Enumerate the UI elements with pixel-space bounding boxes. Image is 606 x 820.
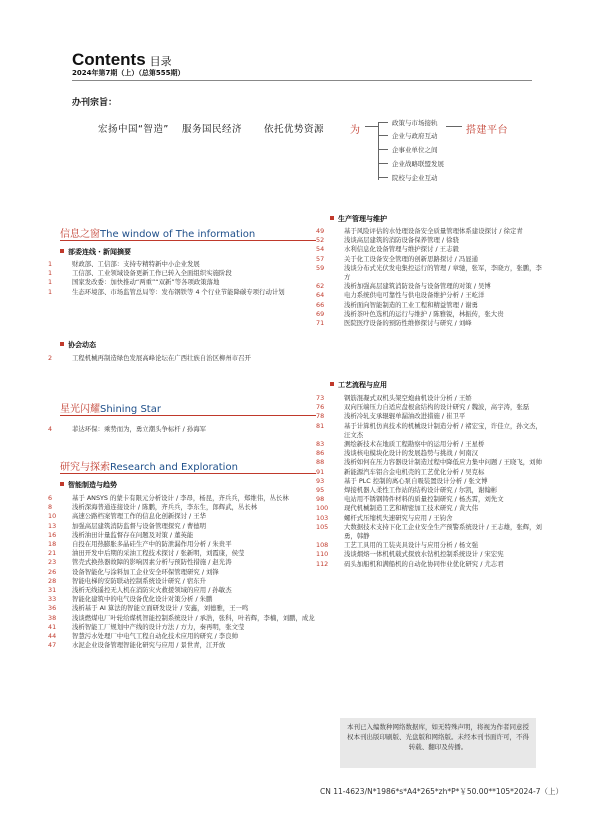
section-underline	[60, 415, 316, 416]
list-item[interactable]: 4 菲达环保：乘势而为，勇立潮头争标杆 / 孙海军	[48, 425, 207, 433]
research-list	[48, 494, 316, 650]
subhead-process-flow: 工艺流程与应用	[330, 380, 387, 390]
purpose-label: 办刊宗旨：	[72, 98, 118, 108]
list-item[interactable]: 13 加强高层建筑消防监督与设备管理探究 / 曹德明	[48, 521, 207, 530]
list-item[interactable]: 1 生态环境部、市场监管总局等：发布钢铁等 4 个行业节能降碳专项行动计划	[48, 287, 285, 296]
list-item[interactable]: 8 浅析深海普通连接设计 / 陈鹏，齐兵兵，李东生，郎辉武，丛长林	[48, 503, 258, 512]
branch-line-4	[378, 163, 388, 164]
list-item[interactable]: 62 浅析加强高层建筑消防设备与设备管理的对策 / 吴博	[316, 282, 491, 291]
list-item[interactable]: 38 浅谈燃煤电厂叶轮给煤机智能控制系统设计 / 承浩，张科，叶若辉，李楠，刘鹏，成龙	[48, 613, 315, 622]
subhead-production-management: 生产管理与维护	[330, 214, 387, 224]
contents-title	[72, 50, 172, 70]
list-item[interactable]: 103 螺杆式压缩机失速研究与应用 / 王钧舍	[316, 513, 453, 522]
branch-line-5	[378, 177, 388, 178]
ministry-list	[48, 260, 316, 297]
branch-line-1	[378, 122, 388, 123]
list-item[interactable]: 83 测绘新技术在地质工程勘察中的运用分析 / 王星桥	[316, 440, 485, 449]
contents-title-en: Contents	[72, 50, 146, 69]
list-item[interactable]: 6 基于 ANSYS 的蒙卡有限元分析设计 / 李昂，杨昆，齐兵兵，郑维伟，丛长林	[48, 494, 289, 502]
branch-line-3	[378, 149, 388, 150]
branch-item: 政策与市场接轨	[392, 119, 438, 127]
list-item[interactable]: 69 浅析茶叶色选机的运行与维护 / 陈雅锐，林振传，张大贵	[316, 309, 504, 318]
list-item[interactable]: 54 水利信息化设备管理与维护探讨 / 王志毅	[316, 245, 459, 254]
list-item[interactable]: 49 基于风险评估的水处理设备安全质量管理体系建设探讨 / 徐定青	[316, 227, 523, 235]
list-item[interactable]: 28 智能电梯的安防联动控制系统设计研究 / 宿东升	[48, 576, 207, 585]
section-underline	[60, 473, 316, 474]
list-item[interactable]: 105 大数据技术支持下化工企业安全生产预警系统设计 / 王志雄，张辉，刘勇，韩静	[316, 522, 542, 541]
list-item[interactable]: 41 浅析智能工厂规划中产线的设计方法 / 方力，秦再明，张文莹	[48, 622, 245, 631]
branch-item: 企事业单位之间	[392, 146, 438, 154]
list-item[interactable]: 1 财政部、工信部：支持专精特新中小企业发展	[48, 260, 200, 268]
copyright-notice: 本刊已入编数种网络数据库，如无特殊声明，将视为作者同意授权本刊出版印刷版、光盘版和网络版。未经本刊书面许可，不得转载、翻印及传播。	[340, 718, 536, 768]
list-item[interactable]: 21 油田开发中后期的采油工程技术探讨 / 张新明，刘霞康，侯莹	[48, 549, 245, 558]
section-title-window: 信息之窗The window of The information	[60, 229, 256, 240]
motto-word: 为	[350, 125, 361, 136]
process-list	[316, 394, 544, 569]
list-item[interactable]: 2 工程机械再制造绿色发展高峰论坛在广西壮族自治区柳州市召开	[48, 354, 251, 362]
star-list	[48, 425, 316, 434]
list-item[interactable]: 93 基于 PLC 控制的离心泵自吸装置设计分析 / 张文博	[316, 476, 488, 485]
motto-part-3: 依托优势资源	[264, 124, 325, 135]
list-item[interactable]: 1 国家发改委：加快推动“两重”“双新”等各项政策落地	[48, 278, 220, 287]
list-item[interactable]: 110 浅谈烟熔一体机机载式探放水钻机控制系统设计 / 宋宏宪	[316, 550, 504, 559]
list-item[interactable]: 91 新能源汽车铝合金电机壳的工艺优化分析 / 吴克标	[316, 467, 485, 476]
list-item[interactable]: 78 浅析冷轧支承辊辊单漏油改进措施 / 崔卫平	[316, 412, 466, 421]
branch-item: 企业战略联盟发展	[392, 160, 444, 168]
list-item[interactable]: 81 基于计算机仿真技术的机械设计制造分析 / 褚宏宝，许佳立，孙文杰，汪文杰	[316, 421, 542, 439]
branch-connector-right	[446, 126, 462, 127]
section-title-research: 研究与探索Research and Exploration	[60, 462, 238, 473]
list-item[interactable]: 98 电站用不锈钢铸件材料的质量控制研究 / 杨杰霄，刘先文	[316, 495, 504, 504]
list-item[interactable]: 33 智能化建筑中的电气设备优化设计对策分析 / 朱鹏	[48, 595, 213, 604]
branch-line-2	[378, 135, 388, 136]
list-item[interactable]: 10 高速公路档案管理工作的信息化创新探讨 / 王华	[48, 512, 207, 521]
section-title-star: 星光闪耀Shining Star	[60, 404, 161, 415]
subhead-smart-manufacturing: 智能制造与趋势	[60, 480, 117, 490]
production-list	[316, 227, 544, 328]
list-item[interactable]: 57 关于化工设备安全管理的创新思路探讨 / 冯显通	[316, 254, 479, 263]
list-item[interactable]: 26 设备智能化与涂料加工企业安全环保管理研究 / 刘锋	[48, 567, 219, 576]
association-list	[48, 354, 316, 363]
list-item[interactable]: 52 浅谈高层建筑的消防设备保养管理 / 徐骁	[316, 236, 459, 245]
subhead-ministry: 部委连线・新闻摘要	[60, 247, 131, 257]
list-item[interactable]: 64 电力系统供电可靠性与供电设备维护分析 / 王屹洋	[316, 291, 485, 300]
subhead-association: 协会动态	[60, 340, 96, 350]
list-item[interactable]: 31 浅析无线遥控无人机在消防灾火救援领域的应用 / 孙敏杰	[48, 586, 232, 595]
list-item[interactable]: 108 工艺工具用的工装夹具设计与应用分析 / 杨文强	[316, 541, 479, 550]
list-item[interactable]: 36 浅析基于 AI 算法的智能立面研发设计 / 安鑫，刘德雅，王一鸣	[48, 604, 249, 613]
motto-part-1: 宏扬中国“智造”	[98, 124, 169, 135]
motto-part-2: 服务国民经济	[182, 124, 243, 135]
list-item[interactable]: 66 浅析面向智能制造的工业工程和精益管理 / 谢勇	[316, 300, 479, 309]
list-item[interactable]: 112 码头加船机和满船机的自动化协同作业优化研究 / 尤志君	[316, 559, 504, 568]
list-item[interactable]: 76 双向压端压力自适应盘根盒结构的设计研究 / 魏波，高宇涛，张磊	[316, 403, 530, 412]
motto-end: 搭建平台	[466, 125, 508, 136]
contents-title-cn: 目录	[149, 56, 172, 68]
branch-item: 院校与企业互动	[392, 174, 438, 182]
branch-item: 企业与政府互动	[392, 132, 438, 140]
issue-line: 2024年第7期（上）（总第555期）	[72, 69, 185, 77]
list-item[interactable]: 100 现代机械制造工艺和精密加工技术研究 / 黄大伟	[316, 504, 479, 513]
header-divider	[72, 80, 532, 81]
list-item[interactable]: 1 工信部、工业领域设备更新工作已转入全面组织实施阶段	[48, 269, 232, 278]
list-item[interactable]: 73 钢筋混凝式双机头架空炮曲机设计分析 / 王娇	[316, 394, 472, 402]
list-item[interactable]: 18 自投在用热膨胀多晶硅生产中的防泄漏作用分析 / 朱贵平	[48, 540, 232, 549]
section-underline	[60, 240, 316, 241]
list-item[interactable]: 95 焊接机器人柔性工作站的结构设计研究 / 尔凯，谢翰彬	[316, 486, 498, 495]
list-item[interactable]: 86 浅谈核电模块化设计的发展趋势与挑战 / 何南汉	[316, 449, 479, 458]
list-item[interactable]: 59 浅谈分布式光伏发电集控运行的管理 / 章驰，张军，李晓方，张鹏，李方	[316, 263, 542, 282]
cn-code: CN 11-4623/N*1986*s*A4*265*zh*P*￥50.00**105*2024-7（上）	[320, 787, 563, 796]
list-item[interactable]: 16 浅析油田计量监督存在问题及对策 / 董英能	[48, 530, 194, 539]
list-item[interactable]: 23 管壳式换热器故障的影响因素分析与预防性措施 / 赵光涛	[48, 558, 232, 567]
list-item[interactable]: 71 医院医疗设备的预防性维修探讨与研究 / 刘峰	[316, 319, 472, 328]
list-item[interactable]: 88 浅析如何在压力容器设计制造过程中降低应力集中问题 / 王晓飞，刘帅	[316, 458, 542, 467]
branch-connector	[365, 126, 378, 127]
list-item[interactable]: 44 智慧污水处理厂中电气工程自动化技术应用的研究 / 李良帅	[48, 632, 238, 641]
list-item[interactable]: 47 水泥企业设备管理智能化研究与应用 / 景世青，江开放	[48, 641, 226, 650]
branch-trunk	[378, 122, 379, 180]
